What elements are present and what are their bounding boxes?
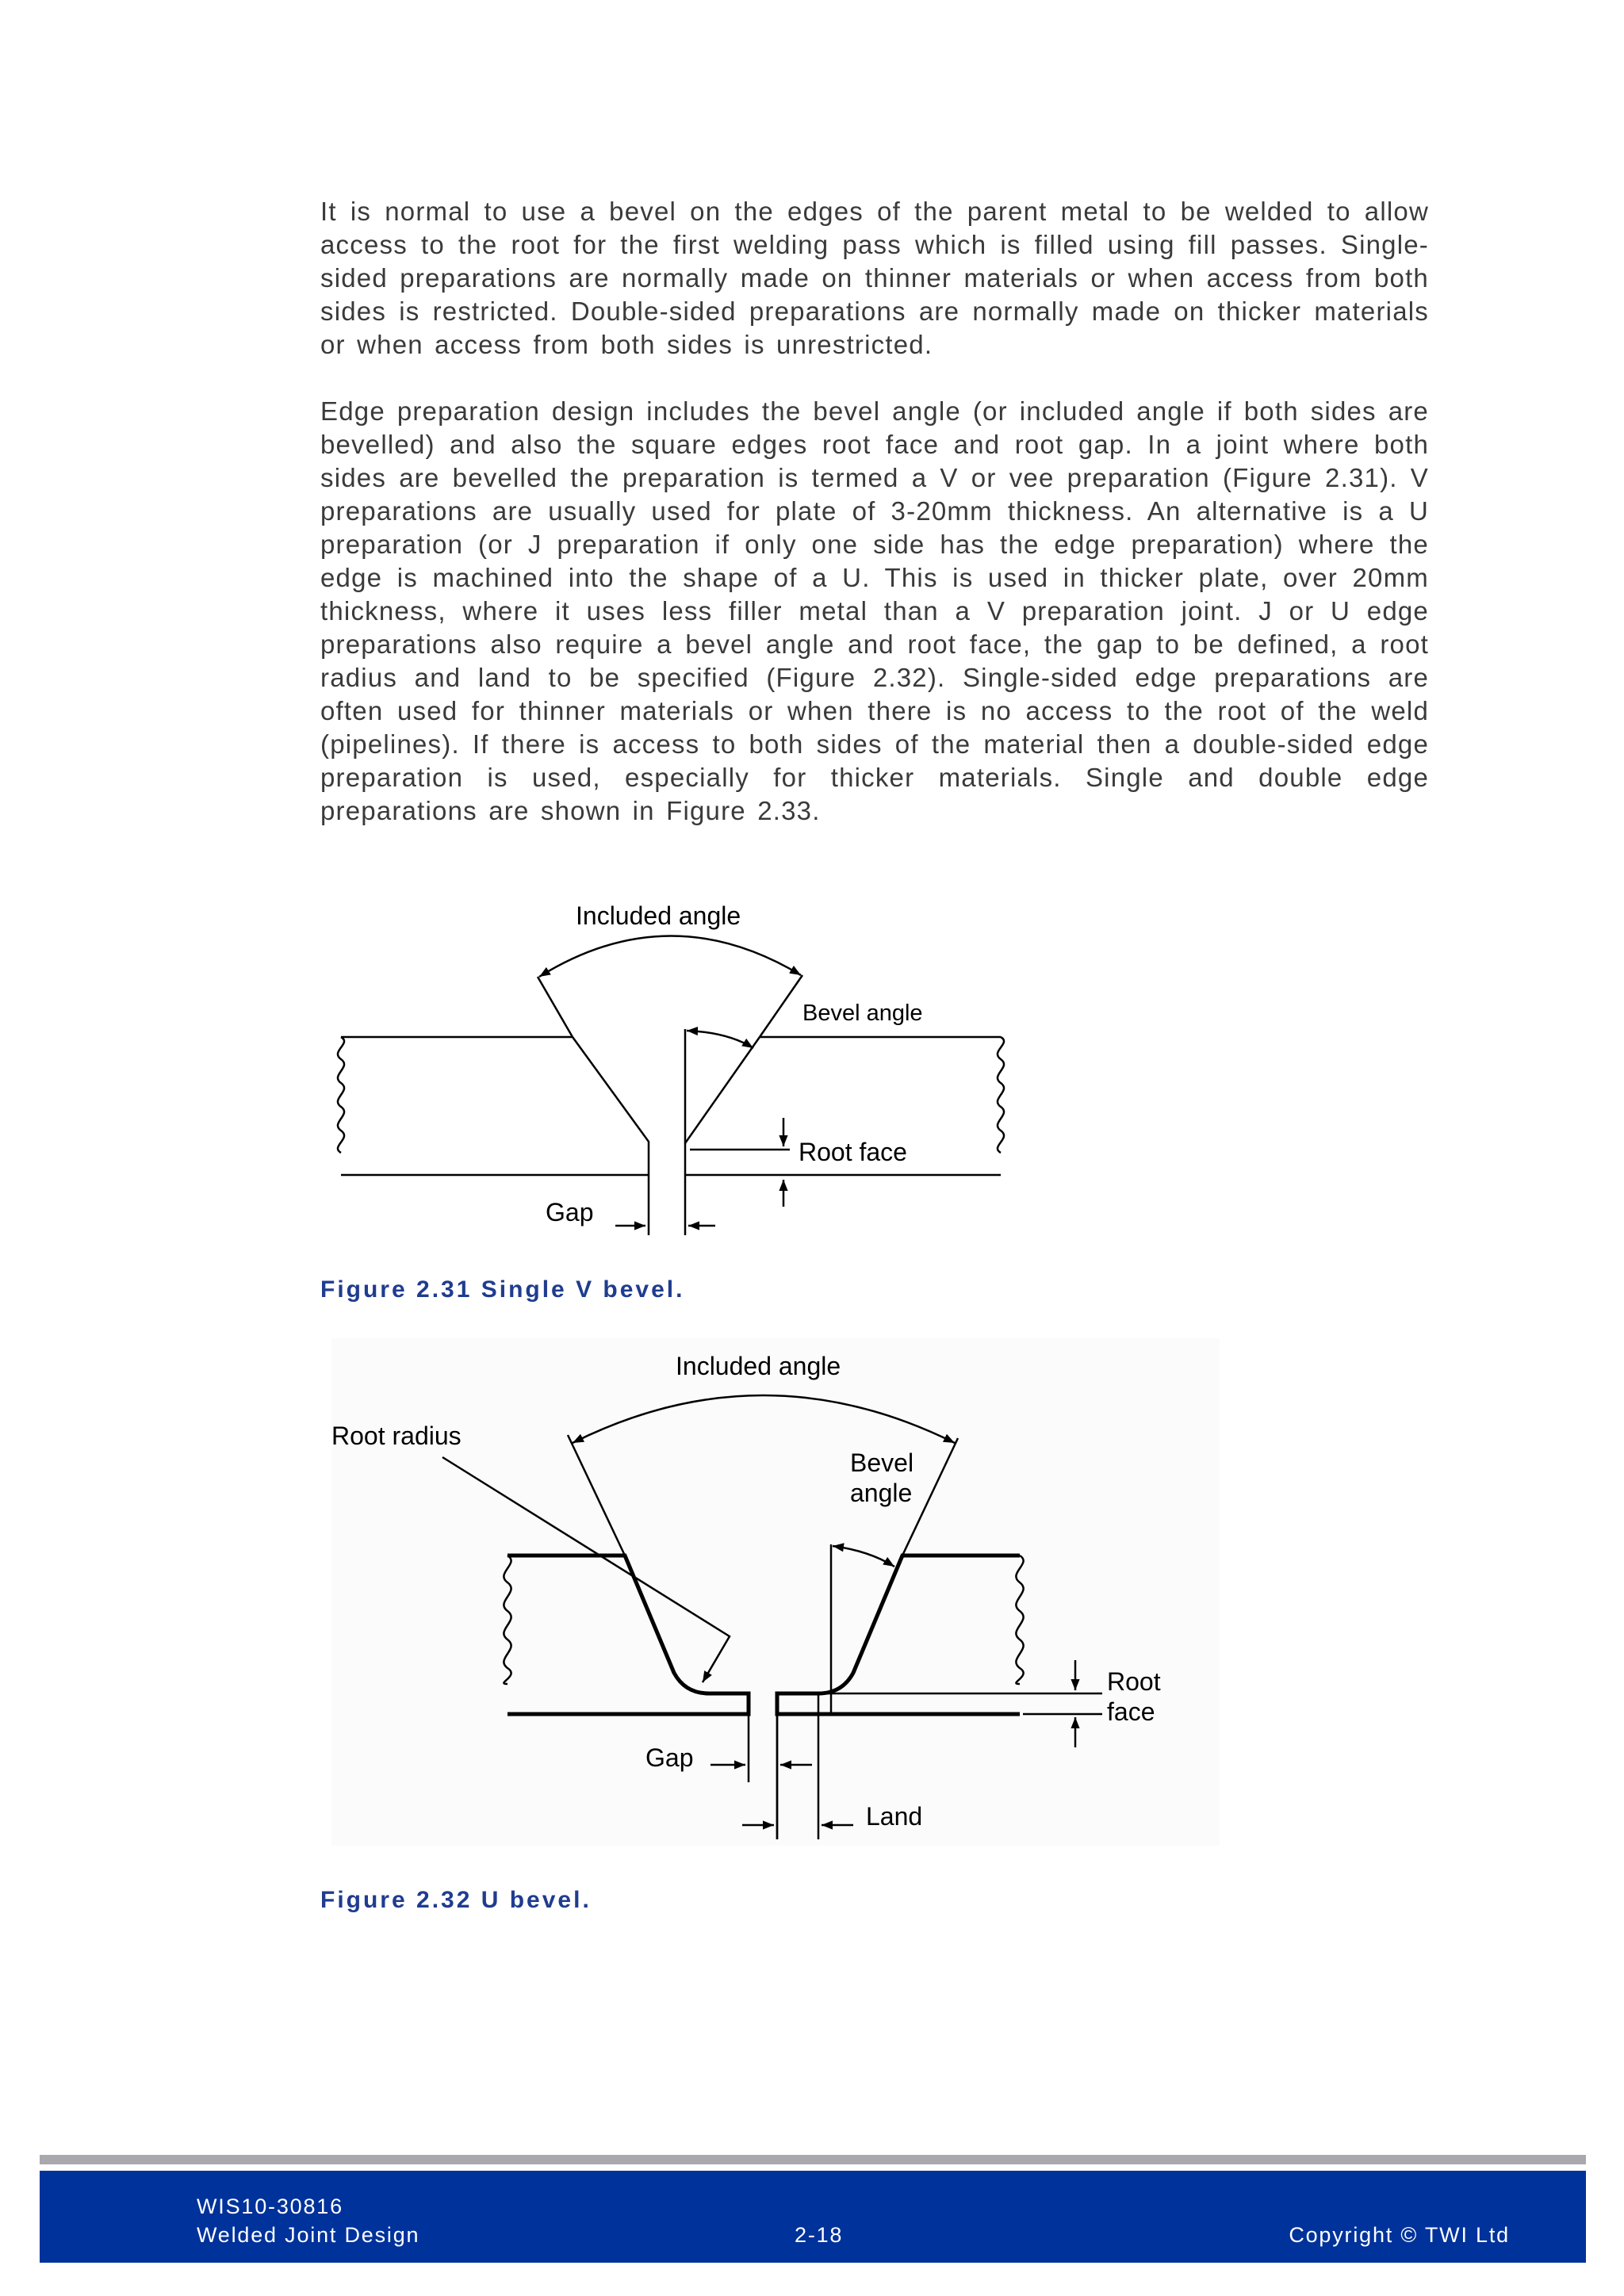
body-paragraph-2: Edge preparation design includes the bevel angle (or included angle if both sides are bevelled) and also the square edges root face and root gap. In a joint where both sides are bevelled the preparation is termed a V or vee preparation (Figure 2.31). V preparations are usually used for plate of 3-20mm thickness. An alternative is a U preparation (or J preparation if only one side has the edge preparation) where the edge is machined into the shape of a U. This is used in thicker plate, over 20mm thickness, where it uses less filler metal than a V preparation joint. J or U edge preparations also require a bevel angle and root face, the gap to be defined, a root radius and land to be specified (Figure 2.32). Single-sided edge preparations are often used for thinner materials or when there is no access to the root of the weld (pipelines). If there is access to both sides of the material then a double-sided edge preparation is used, especially for thicker materials. Single and double edge preparations are shown in Figure 2.33. — [320, 396, 1429, 825]
left-bevel-face — [573, 1037, 649, 1175]
figure-2-32-caption: Figure 2.32 U bevel. — [320, 1887, 592, 1913]
included-angle-label: Included angle — [576, 901, 741, 930]
root-radius-label: Root radius — [331, 1422, 462, 1450]
single-v-bevel-diagram — [0, 888, 1110, 1253]
bevel-label: Bevel — [850, 1448, 914, 1477]
included-angle-extension-right — [760, 975, 802, 1037]
page-footer — [40, 2171, 1586, 2263]
gap-label: Gap — [645, 1743, 694, 1772]
face-label: face — [1107, 1697, 1155, 1726]
land-label: Land — [866, 1802, 923, 1831]
gap-label: Gap — [546, 1198, 594, 1226]
root-face-label: Root face — [799, 1138, 907, 1166]
right-plate-break-line — [998, 1037, 1004, 1153]
u-bevel-diagram — [0, 1332, 1237, 1855]
included-angle-arc — [539, 936, 801, 977]
right-bevel-face — [685, 1037, 760, 1175]
body-paragraph-1: It is normal to use a bevel on the edges of the parent metal to be welded to allow access to the root for the first welding pass which is filled using fill passes. Single-sided preparations are normally made on thinner materials or when access from both sides is restricted. Double-sided preparations are normally made on thicker materials or when access from both sides is unrestricted. — [320, 197, 1429, 359]
left-plate-break-line — [338, 1037, 344, 1153]
footer-page-number: 2-18 — [795, 2223, 844, 2247]
included-angle-extension-left — [538, 977, 573, 1037]
footer-rule — [40, 2155, 1586, 2164]
footer-doc-id: WIS10-30816 — [197, 2195, 343, 2218]
figure-2-31-caption: Figure 2.31 Single V bevel. — [320, 1276, 685, 1303]
footer-copyright: Copyright © TWI Ltd — [1289, 2223, 1510, 2247]
angle-label: angle — [850, 1479, 913, 1507]
footer-doc-title: Welded Joint Design — [197, 2223, 420, 2247]
root-label: Root — [1107, 1667, 1161, 1696]
included-angle-label: Included angle — [676, 1352, 841, 1380]
bevel-angle-label: Bevel angle — [802, 1001, 923, 1026]
bevel-angle-arc — [687, 1031, 753, 1048]
figure-background — [331, 1338, 1220, 1846]
